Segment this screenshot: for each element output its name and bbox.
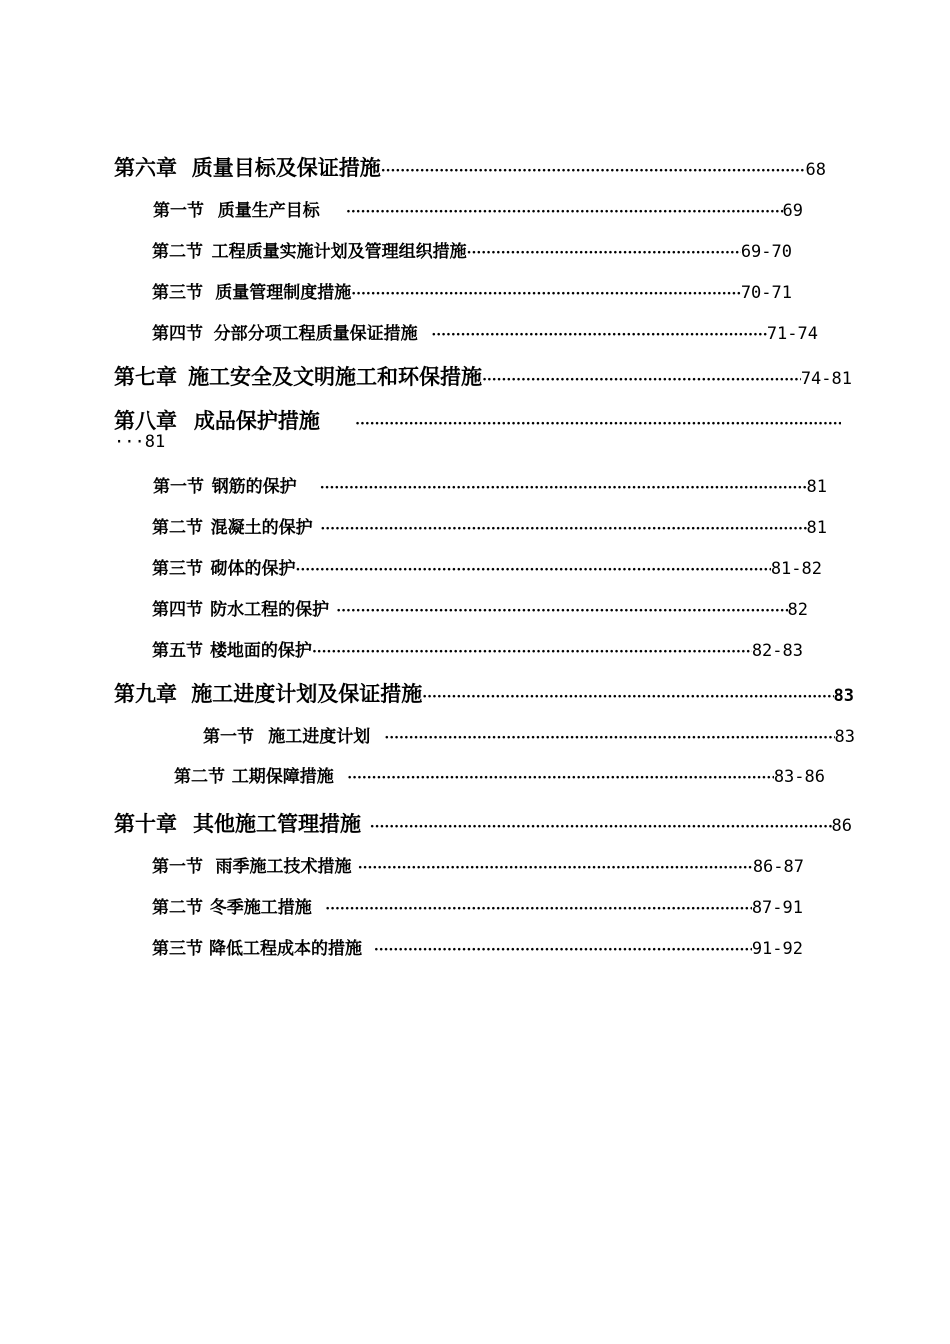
leader-dots	[351, 286, 741, 302]
page-number: ···81	[114, 432, 166, 452]
section-label: 第二节	[152, 242, 203, 262]
section-title: 质量生产目标	[217, 201, 320, 221]
leader-dots	[346, 204, 783, 220]
section-title: 钢筋的保护	[211, 477, 297, 497]
toc-entry-section[interactable]	[152, 893, 803, 918]
section-label: 第三节	[152, 283, 203, 303]
section-label: 第一节	[153, 477, 204, 497]
toc-entry-section[interactable]	[152, 934, 803, 959]
section-label: 第四节	[152, 324, 203, 344]
toc-entry-section[interactable]	[153, 196, 803, 221]
section-title: 砌体的保护	[210, 559, 296, 579]
toc-entry-section[interactable]	[152, 852, 804, 877]
chapter-label: 第十章	[114, 811, 177, 836]
section-title: 雨季施工技术措施	[215, 857, 352, 877]
page-number: 81	[806, 477, 827, 497]
section-label: 第二节	[174, 767, 225, 787]
leader-dots	[422, 689, 833, 705]
toc-entry-section[interactable]	[152, 319, 818, 344]
toc-entry-section[interactable]	[174, 762, 825, 787]
toc-entry-chapter-9[interactable]	[114, 678, 854, 708]
page-number: 83	[833, 686, 854, 706]
section-label: 第五节	[152, 641, 203, 661]
chapter-label: 第九章	[114, 681, 177, 706]
page-number: 74-81	[800, 369, 852, 389]
chapter-title: 质量目标及保证措施	[191, 155, 381, 180]
leader-dots	[374, 942, 752, 958]
leader-dots	[320, 521, 806, 537]
section-title: 施工进度计划	[268, 727, 371, 747]
toc-entry-chapter-10[interactable]	[114, 808, 852, 838]
section-title: 楼地面的保护	[209, 641, 312, 661]
toc-entry-section[interactable]	[152, 554, 822, 579]
leader-dots	[325, 901, 752, 917]
leader-dots	[296, 562, 771, 578]
section-title: 质量管理制度措施	[215, 283, 352, 303]
toc-entry-section[interactable]	[152, 278, 792, 303]
chapter-title: 施工安全及文明施工和环保措施	[188, 364, 483, 389]
leader-dots	[431, 327, 766, 343]
page-number: 81	[806, 518, 827, 538]
leader-dots	[467, 245, 741, 261]
page-number: 68	[805, 160, 826, 180]
page-number: 69-70	[740, 242, 792, 262]
page-number: 91-92	[751, 939, 803, 959]
section-title: 分部分项工程质量保证措施	[213, 324, 418, 344]
chapter-label: 第七章	[114, 364, 177, 389]
section-label: 第四节	[152, 600, 203, 620]
toc-entry-chapter-7[interactable]	[114, 361, 852, 391]
leader-dots	[358, 860, 753, 876]
toc-entry-section[interactable]	[153, 472, 827, 497]
page-number: 86-87	[752, 857, 804, 877]
section-title: 冬季施工措施	[209, 898, 312, 918]
section-title: 防水工程的保护	[210, 600, 330, 620]
leader-dots	[336, 603, 787, 619]
leader-dots	[370, 819, 832, 835]
chapter-label: 第六章	[114, 155, 177, 180]
section-label: 第一节	[153, 201, 204, 221]
section-label: 第二节	[152, 898, 203, 918]
section-label: 第一节	[203, 727, 254, 747]
section-title: 工期保障措施	[231, 767, 334, 787]
toc-entry-chapter-8[interactable]	[114, 405, 841, 435]
page-number: 81-82	[770, 559, 822, 579]
page-number: 69	[782, 201, 804, 221]
toc-entry-section[interactable]	[152, 513, 827, 538]
leader-dots	[381, 163, 806, 179]
leader-dots	[347, 770, 774, 786]
leader-dots	[384, 730, 834, 746]
chapter-title: 其他施工管理措施	[193, 811, 362, 836]
toc-entry-section[interactable]	[203, 722, 855, 747]
page-number: 70-71	[740, 283, 792, 303]
section-label: 第一节	[152, 857, 203, 877]
page-number: 82-83	[751, 641, 803, 661]
toc-entry-section[interactable]	[152, 636, 803, 661]
page-number: 83-86	[773, 767, 825, 787]
page-number: 87-91	[751, 898, 803, 918]
section-label: 第三节	[152, 939, 203, 959]
page-number: 71-74	[766, 324, 818, 344]
toc-entry-section[interactable]	[152, 595, 808, 620]
chapter-title: 施工进度计划及保证措施	[191, 681, 423, 706]
toc-entry-section[interactable]	[152, 237, 792, 262]
leader-dots	[482, 372, 801, 388]
page-number: 86	[831, 816, 852, 836]
page-number: 83	[834, 727, 855, 747]
section-label: 第三节	[152, 559, 203, 579]
leader-dots	[355, 416, 841, 432]
section-title: 工程质量实施计划及管理组织措施	[211, 242, 467, 262]
leader-dots	[312, 644, 752, 660]
chapter-title: 成品保护措施	[193, 408, 320, 433]
toc-entry-chapter-6[interactable]	[114, 152, 826, 182]
section-title: 混凝土的保护	[210, 518, 313, 538]
section-label: 第二节	[152, 518, 203, 538]
leader-dots	[320, 480, 807, 496]
section-title: 降低工程成本的措施	[208, 939, 362, 959]
chapter-label: 第八章	[114, 408, 177, 433]
page-number: 82	[787, 600, 808, 620]
